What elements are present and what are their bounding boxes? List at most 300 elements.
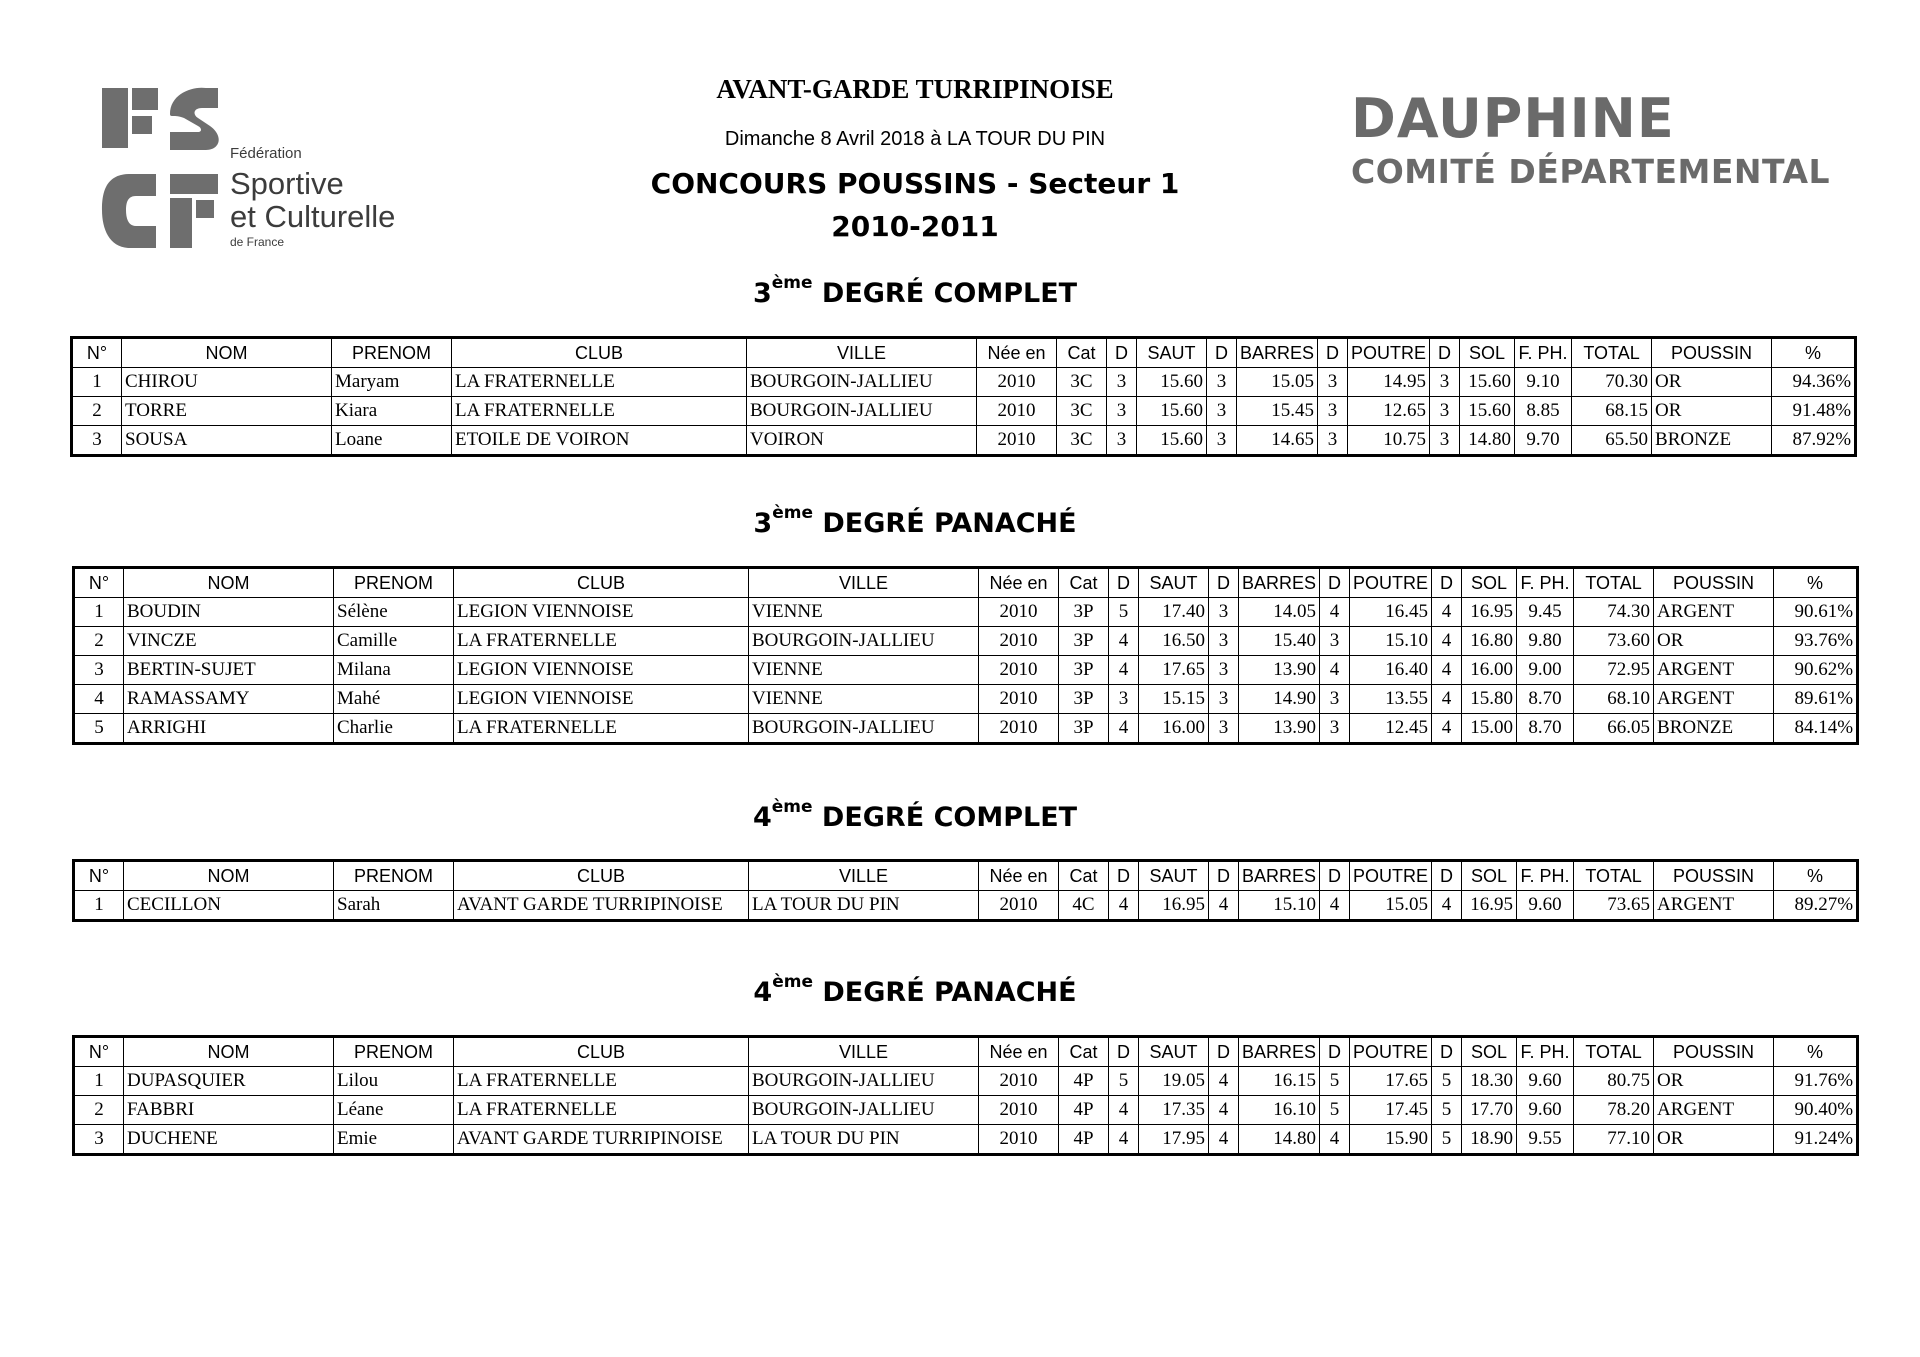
table-cell: ARRIGHI	[124, 714, 334, 744]
table-cell: 3C	[1057, 426, 1107, 456]
table-row	[74, 891, 1858, 921]
column-header: D	[1320, 861, 1350, 891]
table-cell: BOURGOIN-JALLIEU	[747, 397, 977, 426]
table-cell: 2010	[977, 426, 1057, 456]
table-cell: 4	[1209, 891, 1239, 921]
table-cell: 3	[1109, 685, 1139, 714]
table-cell: 9.80	[1517, 627, 1574, 656]
table-cell: AVANT GARDE TURRIPINOISE	[454, 891, 749, 921]
table-cell: 17.70	[1462, 1096, 1517, 1125]
column-header: SAUT	[1139, 861, 1209, 891]
table-cell: VIENNE	[749, 656, 979, 685]
table-cell: 15.60	[1137, 368, 1207, 397]
column-header: D	[1432, 568, 1462, 598]
table-cell: 14.05	[1239, 598, 1320, 627]
table-cell: 9.60	[1517, 1067, 1574, 1096]
column-header: VILLE	[749, 1037, 979, 1067]
table-cell: LA FRATERNELLE	[454, 627, 749, 656]
table-cell: 2010	[979, 1067, 1059, 1096]
column-header: F. PH.	[1515, 338, 1572, 368]
table-cell: AVANT GARDE TURRIPINOISE	[454, 1125, 749, 1155]
table-cell: 16.40	[1350, 656, 1432, 685]
dauphine-text: DAUPHINE	[1351, 87, 1675, 150]
column-header: N°	[74, 861, 124, 891]
table-cell: Léane	[334, 1096, 454, 1125]
column-header: TOTAL	[1574, 861, 1654, 891]
table-row	[72, 397, 1856, 426]
column-header: %	[1774, 1037, 1858, 1067]
column-header: D	[1320, 1037, 1350, 1067]
table-cell: 15.45	[1237, 397, 1318, 426]
table-cell: BRONZE	[1652, 426, 1772, 456]
table-cell: 5	[1109, 1067, 1139, 1096]
table-cell: DUPASQUIER	[124, 1067, 334, 1096]
table-cell: 4	[1320, 598, 1350, 627]
table-cell: 9.60	[1517, 1096, 1574, 1125]
table-cell: 93.76%	[1774, 627, 1858, 656]
results-table	[72, 859, 1859, 922]
table-cell: 2010	[979, 891, 1059, 921]
table-cell: DUCHENE	[124, 1125, 334, 1155]
table-cell: 66.05	[1574, 714, 1654, 744]
section-degree-number: 3	[752, 278, 772, 309]
table-cell: ARGENT	[1654, 891, 1774, 921]
table-cell: LA FRATERNELLE	[454, 714, 749, 744]
table-header-row	[72, 338, 1856, 368]
table-cell: 4	[1432, 598, 1462, 627]
table-cell: 4	[1109, 1096, 1139, 1125]
table-cell: 5	[1432, 1067, 1462, 1096]
table-cell: 4	[1432, 685, 1462, 714]
table-cell: 90.61%	[1774, 598, 1858, 627]
table-cell: 3P	[1059, 685, 1109, 714]
table-cell: 14.95	[1348, 368, 1430, 397]
column-header: VILLE	[749, 568, 979, 598]
table-cell: 3	[1209, 656, 1239, 685]
table-cell: 3	[72, 426, 122, 456]
table-row	[74, 1125, 1858, 1155]
table-cell: 15.05	[1237, 368, 1318, 397]
section-title	[0, 273, 1830, 309]
column-header: POUSSIN	[1652, 338, 1772, 368]
column-header: %	[1774, 568, 1858, 598]
column-header: D	[1207, 338, 1237, 368]
table-cell: 4P	[1059, 1125, 1109, 1155]
column-header: POUTRE	[1348, 338, 1430, 368]
logo-culturelle-text: et Culturelle	[230, 199, 396, 234]
column-header: N°	[74, 568, 124, 598]
column-header: D	[1320, 568, 1350, 598]
table-cell: 17.95	[1139, 1125, 1209, 1155]
table-cell: 16.00	[1462, 656, 1517, 685]
table-cell: 17.45	[1350, 1096, 1432, 1125]
table-row	[74, 1096, 1858, 1125]
column-header: Née en	[979, 568, 1059, 598]
table-cell: 2	[74, 627, 124, 656]
column-header: Née en	[979, 861, 1059, 891]
column-header: D	[1109, 861, 1139, 891]
table-cell: CHIROU	[122, 368, 332, 397]
table-cell: SOUSA	[122, 426, 332, 456]
table-cell: 17.65	[1350, 1067, 1432, 1096]
column-header: POUSSIN	[1654, 568, 1774, 598]
column-header: SOL	[1462, 1037, 1517, 1067]
table-cell: 2010	[979, 627, 1059, 656]
table-cell: 4	[1109, 891, 1139, 921]
column-header: SOL	[1462, 568, 1517, 598]
table-cell: 15.60	[1137, 397, 1207, 426]
table-cell: 74.30	[1574, 598, 1654, 627]
table-cell: 13.90	[1239, 714, 1320, 744]
table-cell: 16.80	[1462, 627, 1517, 656]
table-cell: 4	[1109, 656, 1139, 685]
table-header-row	[74, 568, 1858, 598]
table-cell: 9.45	[1517, 598, 1574, 627]
table-cell: ARGENT	[1654, 656, 1774, 685]
table-cell: RAMASSAMY	[124, 685, 334, 714]
column-header: D	[1318, 338, 1348, 368]
table-cell: 3	[1318, 426, 1348, 456]
section-degree-suffix: ème	[771, 273, 813, 293]
column-header: POUTRE	[1350, 861, 1432, 891]
table-cell: 3	[1207, 368, 1237, 397]
table-cell: 89.61%	[1774, 685, 1858, 714]
column-header: TOTAL	[1574, 1037, 1654, 1067]
table-cell: 16.95	[1462, 598, 1517, 627]
column-header: D	[1430, 338, 1460, 368]
logo-sportive-text: Sportive	[230, 166, 344, 201]
table-cell: 4	[1109, 1125, 1139, 1155]
table-cell: 17.40	[1139, 598, 1209, 627]
column-header: POUSSIN	[1654, 861, 1774, 891]
table-cell: 16.15	[1239, 1067, 1320, 1096]
table-cell: 3	[1207, 397, 1237, 426]
table-cell: 5	[1320, 1096, 1350, 1125]
table-cell: LA TOUR DU PIN	[749, 1125, 979, 1155]
column-header: BARRES	[1237, 338, 1318, 368]
table-cell: 4	[1320, 891, 1350, 921]
table-cell: Sarah	[334, 891, 454, 921]
table-cell: 4P	[1059, 1067, 1109, 1096]
table-cell: LA FRATERNELLE	[454, 1067, 749, 1096]
table-cell: LEGION VIENNOISE	[454, 598, 749, 627]
org-title: AVANT-GARDE TURRIPINOISE	[716, 74, 1114, 104]
table-cell: 9.10	[1515, 368, 1572, 397]
table-cell: Emie	[334, 1125, 454, 1155]
column-header: D	[1109, 568, 1139, 598]
table-cell: 17.35	[1139, 1096, 1209, 1125]
table-cell: VINCZE	[124, 627, 334, 656]
table-cell: CECILLON	[124, 891, 334, 921]
section-title	[0, 972, 1830, 1008]
table-cell: 78.20	[1574, 1096, 1654, 1125]
table-cell: Charlie	[334, 714, 454, 744]
table-cell: 84.14%	[1774, 714, 1858, 744]
table-cell: 3	[1430, 368, 1460, 397]
table-cell: 8.70	[1517, 685, 1574, 714]
column-header: D	[1432, 1037, 1462, 1067]
table-cell: 18.90	[1462, 1125, 1517, 1155]
table-cell: 4P	[1059, 1096, 1109, 1125]
table-cell: 4	[1209, 1096, 1239, 1125]
table-cell: 3P	[1059, 714, 1109, 744]
table-row	[74, 685, 1858, 714]
table-cell: 16.10	[1239, 1096, 1320, 1125]
table-cell: 9.60	[1517, 891, 1574, 921]
table-cell: 13.55	[1350, 685, 1432, 714]
table-cell: 3P	[1059, 627, 1109, 656]
table-cell: 2010	[979, 1125, 1059, 1155]
table-cell: 4	[1432, 656, 1462, 685]
table-cell: 3	[1430, 397, 1460, 426]
table-cell: ARGENT	[1654, 1096, 1774, 1125]
table-cell: BRONZE	[1654, 714, 1774, 744]
table-cell: 16.50	[1139, 627, 1209, 656]
table-cell: ARGENT	[1654, 598, 1774, 627]
table-cell: VOIRON	[747, 426, 977, 456]
table-cell: LA TOUR DU PIN	[749, 891, 979, 921]
section-degree-suffix: ème	[771, 797, 813, 817]
table-cell: 77.10	[1574, 1125, 1654, 1155]
table-cell: 1	[74, 891, 124, 921]
table-cell: 91.24%	[1774, 1125, 1858, 1155]
section-title	[0, 503, 1830, 539]
table-cell: 4C	[1059, 891, 1109, 921]
section-degree-number: 3	[753, 508, 773, 539]
column-header: POUTRE	[1350, 568, 1432, 598]
table-cell: Milana	[334, 656, 454, 685]
table-cell: 2010	[979, 656, 1059, 685]
table-cell: FABBRI	[124, 1096, 334, 1125]
section-degree-suffix: ème	[772, 972, 813, 992]
table-cell: 4	[1109, 714, 1139, 744]
column-header: D	[1107, 338, 1137, 368]
table-cell: OR	[1652, 397, 1772, 426]
column-header: N°	[72, 338, 122, 368]
column-header: Cat	[1057, 338, 1107, 368]
section-degree-name: DEGRÉ COMPLET	[812, 802, 1078, 833]
table-cell: 15.40	[1239, 627, 1320, 656]
column-header: Née en	[979, 1037, 1059, 1067]
column-header: SAUT	[1139, 1037, 1209, 1067]
table-cell: 4	[1209, 1125, 1239, 1155]
column-header: PRENOM	[334, 568, 454, 598]
table-cell: 15.10	[1239, 891, 1320, 921]
table-row	[74, 656, 1858, 685]
table-cell: 90.40%	[1774, 1096, 1858, 1125]
table-cell: ARGENT	[1654, 685, 1774, 714]
table-cell: 73.65	[1574, 891, 1654, 921]
column-header: D	[1209, 1037, 1239, 1067]
table-cell: 5	[74, 714, 124, 744]
table-cell: 3	[1209, 598, 1239, 627]
table-cell: 94.36%	[1772, 368, 1856, 397]
table-cell: 15.60	[1460, 368, 1515, 397]
table-cell: VIENNE	[749, 685, 979, 714]
column-header: %	[1774, 861, 1858, 891]
column-header: VILLE	[747, 338, 977, 368]
table-cell: 18.30	[1462, 1067, 1517, 1096]
table-cell: 15.05	[1350, 891, 1432, 921]
section-degree-name: DEGRÉ COMPLET	[812, 278, 1078, 309]
logo-country-text: de France	[230, 235, 285, 249]
column-header: PRENOM	[332, 338, 452, 368]
table-cell: Lilou	[334, 1067, 454, 1096]
table-cell: 3	[1107, 368, 1137, 397]
column-header: POUTRE	[1350, 1037, 1432, 1067]
table-cell: 3P	[1059, 598, 1109, 627]
table-cell: 3P	[1059, 656, 1109, 685]
years-title: 2010-2011	[831, 210, 999, 243]
results-table	[72, 566, 1859, 745]
table-header-row	[74, 861, 1858, 891]
table-cell: 72.95	[1574, 656, 1654, 685]
table-cell: 90.62%	[1774, 656, 1858, 685]
table-cell: 2	[74, 1096, 124, 1125]
table-cell: 9.00	[1517, 656, 1574, 685]
results-table	[70, 336, 1857, 457]
table-cell: 17.65	[1139, 656, 1209, 685]
table-cell: 73.60	[1574, 627, 1654, 656]
table-cell: 3	[1320, 685, 1350, 714]
table-cell: 3	[1320, 627, 1350, 656]
table-cell: 3	[1107, 397, 1137, 426]
table-cell: 91.48%	[1772, 397, 1856, 426]
column-header: %	[1772, 338, 1856, 368]
column-header: N°	[74, 1037, 124, 1067]
table-cell: 15.80	[1462, 685, 1517, 714]
table-cell: 91.76%	[1774, 1067, 1858, 1096]
table-cell: 5	[1432, 1096, 1462, 1125]
table-cell: 16.95	[1139, 891, 1209, 921]
column-header: F. PH.	[1517, 1037, 1574, 1067]
table-cell: 80.75	[1574, 1067, 1654, 1096]
table-cell: 68.10	[1574, 685, 1654, 714]
table-cell: 5	[1109, 598, 1139, 627]
table-cell: 15.60	[1460, 397, 1515, 426]
table-cell: LEGION VIENNOISE	[454, 685, 749, 714]
table-cell: 2010	[977, 368, 1057, 397]
table-cell: 4	[1432, 714, 1462, 744]
table-cell: 68.15	[1572, 397, 1652, 426]
table-cell: LA FRATERNELLE	[452, 368, 747, 397]
table-cell: 1	[74, 1067, 124, 1096]
table-row	[72, 368, 1856, 397]
column-header: NOM	[124, 568, 334, 598]
column-header: BARRES	[1239, 1037, 1320, 1067]
table-cell: 10.75	[1348, 426, 1430, 456]
table-cell: OR	[1654, 627, 1774, 656]
table-cell: 12.45	[1350, 714, 1432, 744]
table-cell: BOURGOIN-JALLIEU	[749, 1067, 979, 1096]
column-header: D	[1109, 1037, 1139, 1067]
table-cell: 15.00	[1462, 714, 1517, 744]
table-cell: 3	[1207, 426, 1237, 456]
table-row	[74, 598, 1858, 627]
column-header: Née en	[977, 338, 1057, 368]
table-cell: Maryam	[332, 368, 452, 397]
table-cell: TORRE	[122, 397, 332, 426]
column-header: SOL	[1462, 861, 1517, 891]
table-cell: 2010	[979, 1096, 1059, 1125]
table-cell: 4	[74, 685, 124, 714]
column-header: CLUB	[454, 861, 749, 891]
table-cell: 87.92%	[1772, 426, 1856, 456]
table-cell: 5	[1320, 1067, 1350, 1096]
table-cell: 16.45	[1350, 598, 1432, 627]
table-cell: 2010	[979, 714, 1059, 744]
table-cell: 1	[74, 598, 124, 627]
results-table	[72, 1035, 1859, 1156]
table-cell: 15.10	[1350, 627, 1432, 656]
competition-title: CONCOURS POUSSINS - Secteur 1	[650, 167, 1180, 200]
column-header: Cat	[1059, 861, 1109, 891]
table-row	[74, 627, 1858, 656]
table-cell: 3C	[1057, 397, 1107, 426]
table-row	[74, 1067, 1858, 1096]
table-cell: 3	[1209, 627, 1239, 656]
table-cell: BOURGOIN-JALLIEU	[749, 627, 979, 656]
section-degree-name: DEGRÉ PANACHÉ	[812, 977, 1077, 1008]
column-header: NOM	[124, 861, 334, 891]
table-cell: BERTIN-SUJET	[124, 656, 334, 685]
table-cell: Loane	[332, 426, 452, 456]
table-cell: 3	[74, 1125, 124, 1155]
table-cell: 3	[1318, 397, 1348, 426]
table-cell: 8.70	[1517, 714, 1574, 744]
table-cell: LA FRATERNELLE	[454, 1096, 749, 1125]
column-header: NOM	[122, 338, 332, 368]
table-cell: 14.80	[1239, 1125, 1320, 1155]
column-header: SAUT	[1139, 568, 1209, 598]
table-cell: 3	[1430, 426, 1460, 456]
column-header: CLUB	[454, 1037, 749, 1067]
table-cell: 4	[1209, 1067, 1239, 1096]
section-degree-number: 4	[752, 802, 772, 833]
table-cell: 4	[1320, 656, 1350, 685]
table-cell: 5	[1432, 1125, 1462, 1155]
table-cell: 4	[1109, 627, 1139, 656]
table-cell: 3	[1209, 714, 1239, 744]
table-cell: ETOILE DE VOIRON	[452, 426, 747, 456]
logo-federation-text: Fédération	[230, 145, 302, 162]
table-cell: 3	[1107, 426, 1137, 456]
table-cell: 4	[1432, 891, 1462, 921]
table-cell: 4	[1320, 1125, 1350, 1155]
column-header: SAUT	[1137, 338, 1207, 368]
table-cell: 2010	[979, 598, 1059, 627]
table-cell: 14.80	[1460, 426, 1515, 456]
column-header: VILLE	[749, 861, 979, 891]
table-cell: 2	[72, 397, 122, 426]
table-cell: BOURGOIN-JALLIEU	[749, 1096, 979, 1125]
table-cell: Mahé	[334, 685, 454, 714]
column-header: PRENOM	[334, 861, 454, 891]
table-cell: 12.65	[1348, 397, 1430, 426]
table-row	[74, 714, 1858, 744]
column-header: CLUB	[452, 338, 747, 368]
table-cell: BOUDIN	[124, 598, 334, 627]
table-row	[72, 426, 1856, 456]
table-cell: 16.00	[1139, 714, 1209, 744]
table-cell: 15.15	[1139, 685, 1209, 714]
table-cell: 9.70	[1515, 426, 1572, 456]
column-header: PRENOM	[334, 1037, 454, 1067]
table-cell: 15.90	[1350, 1125, 1432, 1155]
table-cell: BOURGOIN-JALLIEU	[749, 714, 979, 744]
column-header: BARRES	[1239, 568, 1320, 598]
table-cell: 19.05	[1139, 1067, 1209, 1096]
